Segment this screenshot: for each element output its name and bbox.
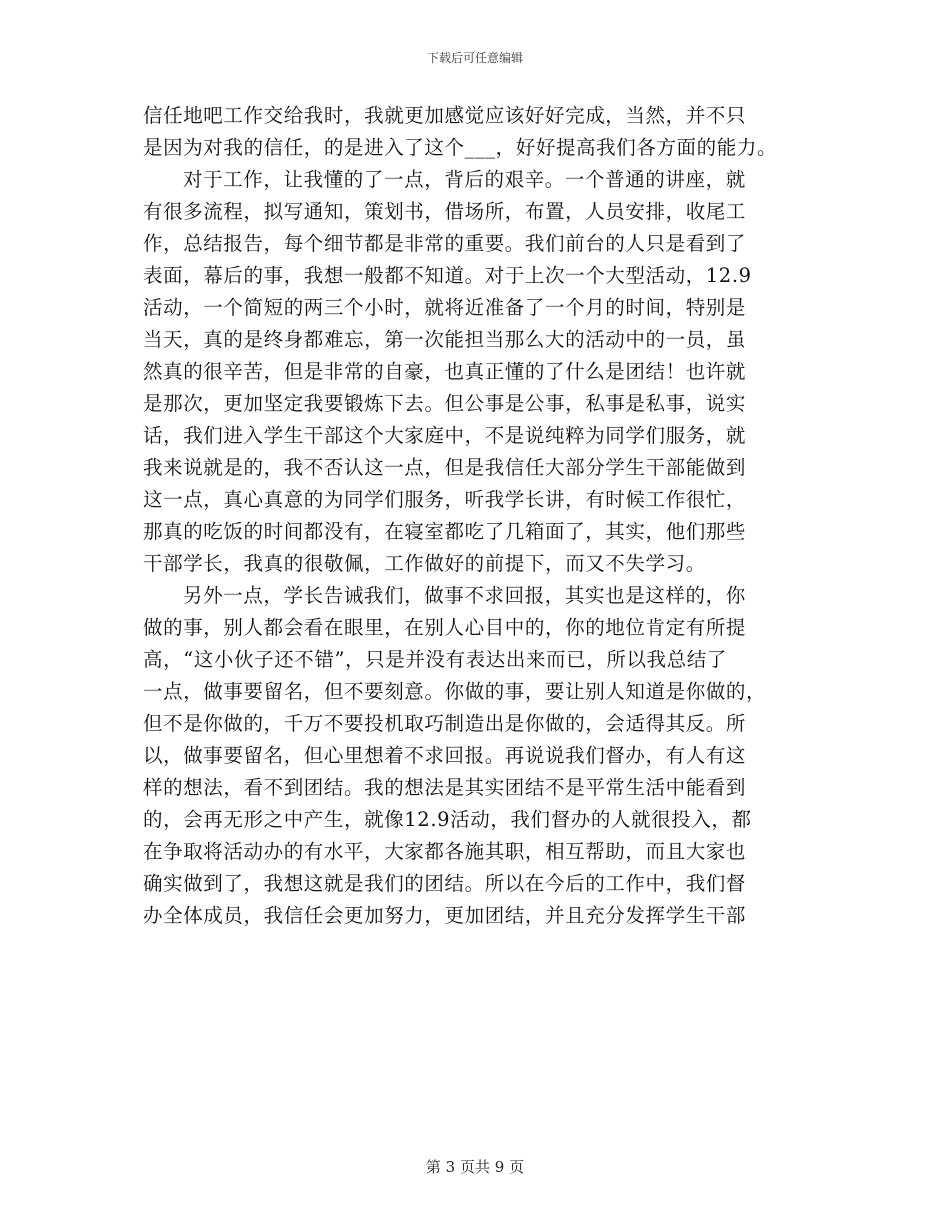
text-line: 样的想法，看不到团结。我的想法是其实团结不是平常生活中能看到 bbox=[143, 776, 747, 799]
text-line: 做的事，别人都会看在眼里，在别人心目中的，你的地位肯定有所提 bbox=[143, 616, 747, 639]
paragraph-start-line: 对于工作，让我懂的了一点，背后的艰辛。一个普通的讲座，就 bbox=[183, 168, 746, 191]
text-line: 信任地吧工作交给我时，我就更加感觉应该好好完成，当然，并不只 bbox=[143, 104, 747, 127]
text-line: 当天，真的是终身都难忘，第一次能担当那么大的活动中的一员，虽 bbox=[143, 328, 747, 351]
text-line: 表面，幕后的事，我想一般都不知道。对于上次一个大型活动，12.9 bbox=[143, 264, 752, 287]
text-line: 作，总结报告，每个细节都是非常的重要。我们前台的人只是看到了 bbox=[143, 232, 747, 255]
text-line: 以，做事要留名，但心里想着不求回报。再说说我们督办，有人有这 bbox=[143, 744, 747, 767]
text-line: 有很多流程，拟写通知，策划书，借场所，布置，人员安排，收尾工 bbox=[143, 200, 747, 223]
text-line: 但不是你做的，千万不要投机取巧制造出是你做的，会适得其反。所 bbox=[143, 712, 747, 735]
page-header: 下载后可任意编辑 bbox=[426, 51, 523, 65]
text-line: 确实做到了，我想这就是我们的团结。所以在今后的工作中，我们督 bbox=[143, 872, 747, 895]
paragraph-start-line: 另外一点，学长告诫我们，做事不求回报，其实也是这样的，你 bbox=[183, 584, 746, 607]
text-line: 活动，一个简短的两三个小时，就将近准备了一个月的时间，特别是 bbox=[143, 296, 747, 319]
text-line: 然真的很辛苦，但是非常的自豪，也真正懂的了什么是团结！也许就 bbox=[143, 360, 747, 383]
text-line: 在争取将活动办的有水平，大家都各施其职，相互帮助，而且大家也 bbox=[143, 840, 747, 863]
text-line: 话，我们进入学生干部这个大家庭中，不是说纯粹为同学们服务，就 bbox=[143, 424, 747, 447]
text-line: 干部学长，我真的很敬佩，工作做好的前提下，而又不失学习。 bbox=[143, 552, 706, 575]
text-line: 我来说就是的，我不否认这一点，但是我信任大部分学生干部能做到 bbox=[143, 456, 747, 479]
text-line: 办全体成员，我信任会更加努力，更加团结，并且充分发挥学生干部 bbox=[143, 904, 747, 927]
text-line: 这一点，真心真意的为同学们服务，听我学长讲，有时候工作很忙， bbox=[143, 488, 747, 511]
text-line: 是那次，更加坚定我要锻炼下去。但公事是公事，私事是私事，说实 bbox=[143, 392, 747, 415]
text-line: 一点，做事要留名，但不要刻意。你做的事，要让别人知道是你做的， bbox=[143, 680, 767, 703]
text-line: 那真的吃饭的时间都没有，在寝室都吃了几箱面了，其实，他们那些 bbox=[143, 520, 747, 543]
text-line: 高，“这小伙子还不错”，只是并没有表达出来而已，所以我总结了 bbox=[143, 648, 727, 671]
text-line: 是因为对我的信任，的是进入了这个___，好好提高我们各方面的能力。 bbox=[143, 136, 778, 159]
text-line: 的，会再无形之中产生，就像12.9活动，我们督办的人就很投入，都 bbox=[143, 808, 752, 831]
page-number: 第 3 页共 9 页 bbox=[425, 1158, 525, 1176]
document-body bbox=[143, 100, 813, 932]
